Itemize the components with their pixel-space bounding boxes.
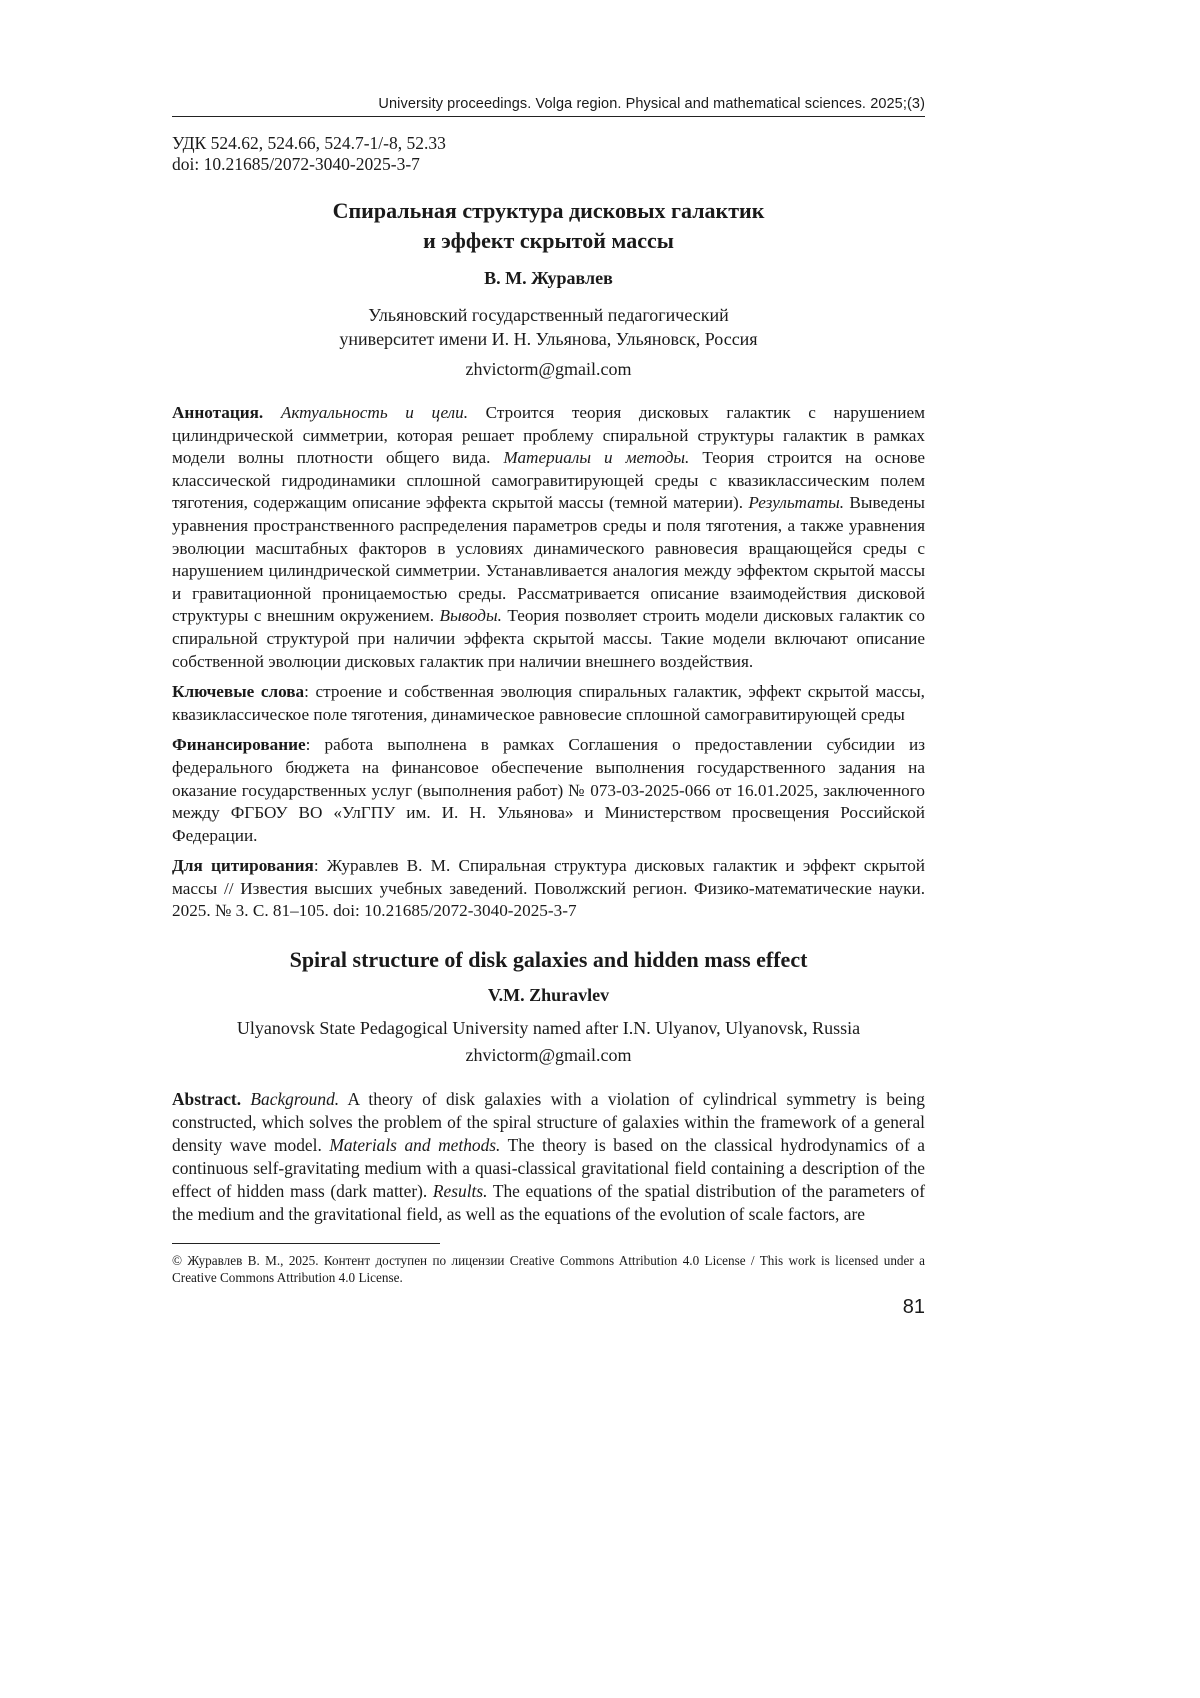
annotation-methods-label: Материалы и методы. — [503, 448, 690, 468]
affiliation-line-2: университет имени И. Н. Ульянова, Ульяновск, Россия — [339, 329, 758, 349]
affiliation-en: Ulyanovsk State Pedagogical University named after I.N. Ulyanov, Ulyanovsk, Russia — [236, 1018, 861, 1039]
article-title-en: Spiral structure of disk galaxies and hidden mass effect — [289, 947, 808, 973]
udk-line: УДК 524.62, 524.66, 524.7-1/-8, 52.33 — [172, 133, 446, 153]
citation-text: : Журавлев В. М. Спиральная структура дисковых галактик и эффект скрытой массы // Известия высших учебных заведений. Поволжский регион. Физико-математические науки. 2025. № 3. С. 81–105. doi: 10.21685/2072-3040-2025-3-7 — [172, 856, 926, 921]
citation-label: Для цитирования — [172, 856, 314, 876]
annotation-relevance-text: Строится теория дисковых галактик с нарушением цилиндрической симметрии, которая решает проблему спиральной структуры галактик в рамках модели волны плотности общего вида. — [172, 403, 926, 468]
affiliation-ru — [172, 303, 925, 351]
funding-text: : работа выполнена в рамках Соглашения о предоставлении субсидии из федерального бюджета на финансовое обеспечение выполнения государственного задания на оказание государственных услуг (выполнения работ) № 073-03-2025-066 от 16.01.2025, заключенного между ФГБОУ ВО «УлГПУ им. И. Н. Ульянова» и Министерством просвещения Российской Федерации. — [172, 735, 925, 845]
funding-label: Финансирование — [172, 735, 306, 755]
license-footnote: © Журавлев В. М., 2025. Контент доступен по лицензии Creative Commons Attribution 4.0 License / This work is licensed under a Creative Commons Attribution 4.0 License. — [172, 1253, 925, 1286]
keywords-label: Ключевые слова — [172, 682, 305, 702]
annotation-label: Аннотация. — [172, 403, 264, 422]
running-header: University proceedings. Volga region. Physical and mathematical sciences. 2025;(3) — [172, 96, 925, 117]
keywords-text: : строение и собственная эволюция спиральных галактик, эффект скрытой массы, квазиклассическое поле тяготения, динамическое равновесие сплошной самогравитирующей среды — [172, 682, 925, 724]
abstract-methods-text: The theory is based on the classical hydrodynamics of a continuous self-gravitating medium with a quasi-classical gravitational field containing a description of the effect of hidden mass (dark matter). — [172, 1135, 925, 1202]
abstract-methods-label: Materials and methods. — [329, 1135, 501, 1156]
affiliation-line-1: Ульяновский государственный педагогический — [368, 305, 729, 325]
article-page — [172, 96, 925, 1319]
abstract-results-label: Results. — [432, 1181, 488, 1202]
annotation-results-label: Результаты. — [748, 493, 845, 513]
doi-line: doi: 10.21685/2072-3040-2025-3-7 — [172, 154, 420, 174]
annotation-conclusions-label: Выводы. — [439, 606, 502, 626]
annotation-results-text: Выведены уравнения пространственного распределения параметров среды и поля тяготения, а также уравнения эволюции масштабных факторов в условиях динамического равновесия вращающейся среды с нарушением цилиндрической симметрии. Устанавливается аналогия между эффектом скрытой массы и гравитационной проницаемостью среды. Рассматривается описание взаимодействия дисковой структуры с внешним окружением. — [172, 493, 925, 626]
citation-ru — [172, 855, 925, 923]
page-number: 81 — [902, 1296, 925, 1319]
footnote-divider — [172, 1243, 440, 1244]
abstract-en — [172, 1088, 925, 1226]
abstract-background-label: Background. — [250, 1089, 340, 1110]
abstract-label: Abstract. — [172, 1089, 242, 1110]
author-email-ru: zhvictorm@gmail.com — [465, 359, 632, 379]
annotation-ru — [172, 402, 925, 673]
title-line-1: Спиральная структура дисковых галактик — [332, 198, 765, 223]
title-line-2: и эффект скрытой массы — [423, 228, 674, 253]
annotation-methods-text: Теория строится на основе классической гидродинамики сплошной самогравитирующей среды с квазиклассическим полем тяготения, содержащим описание эффекта скрытой массы (темной материи). — [172, 448, 925, 513]
annotation-relevance-label: Актуальность и цели. — [280, 403, 469, 422]
author-ru: В. М. Журавлев — [484, 268, 613, 288]
article-meta — [172, 133, 925, 175]
author-en: V.M. Zhuravlev — [487, 985, 610, 1006]
annotation-conclusions-text: Теория позволяет строить модели дисковых галактик со спиральной структурой при наличии эффекта скрытой массы. Такие модели включают описание собственной эволюции дисковых галактик при наличии внешнего воздействия. — [172, 606, 925, 671]
abstract-results-text: The equations of the spatial distribution of the parameters of the medium and the gravitational field, as well as the equations of the evolution of scale factors, are — [172, 1181, 926, 1225]
abstract-background-text: A theory of disk galaxies with a violation of cylindrical symmetry is being constructed, which solves the problem of the spiral structure of galaxies within the framework of a general density wave model. — [172, 1089, 926, 1156]
funding-ru — [172, 734, 925, 847]
keywords-ru — [172, 681, 925, 726]
author-email-en: zhvictorm@gmail.com — [465, 1045, 632, 1066]
article-title-ru — [172, 196, 925, 256]
